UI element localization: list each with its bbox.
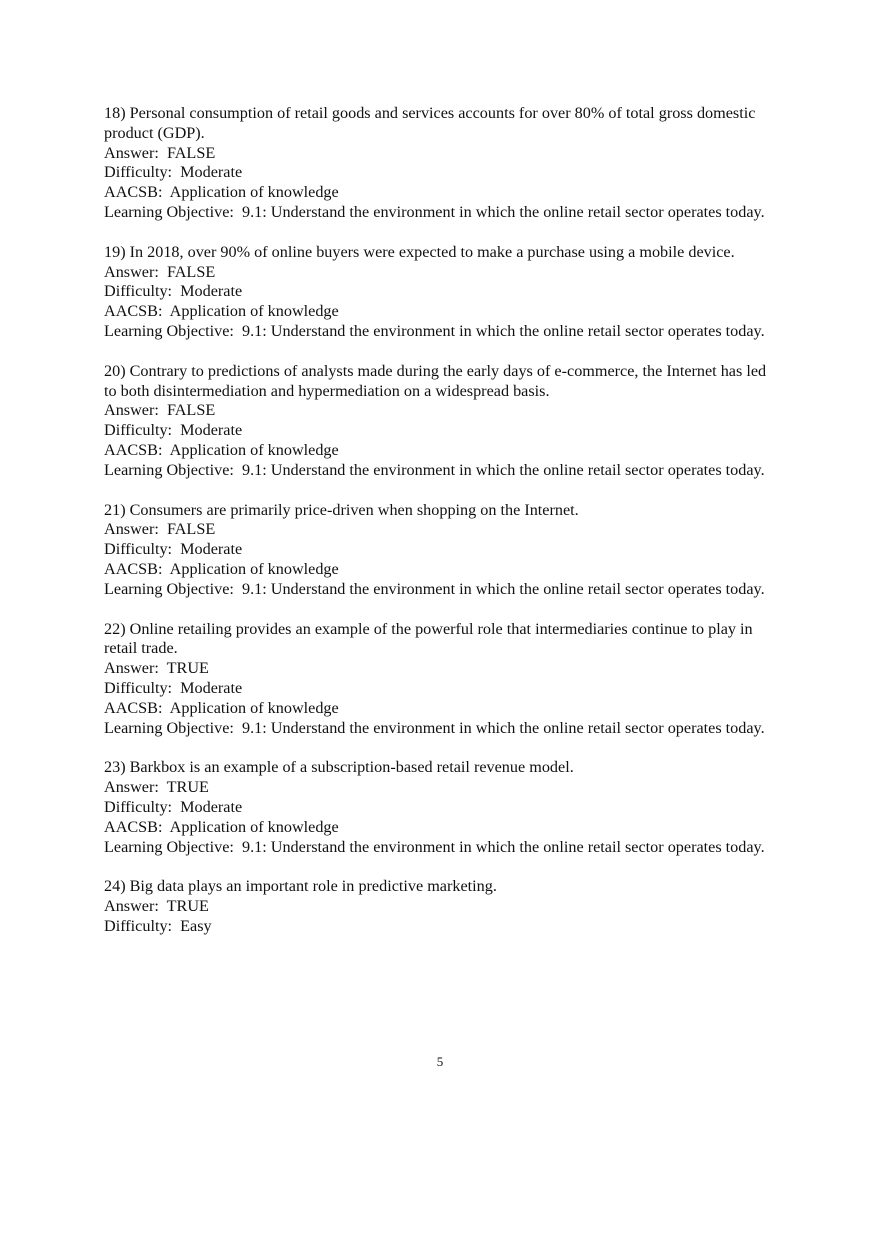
question-stem: 23) Barkbox is an example of a subscription-based retail revenue model. [104, 758, 574, 777]
aacsb-line: AACSB: Application of knowledge [104, 698, 339, 717]
learning-objective-line: Learning Objective: 9.1: Understand the environment in which the online retail sector operates today. [104, 460, 765, 479]
aacsb-line: AACSB: Application of knowledge [104, 559, 339, 578]
question-stem: 18) Personal consumption of retail goods and services accounts for over 80% of total gross domestic product (GDP). [104, 104, 760, 142]
question-stem: 19) In 2018, over 90% of online buyers were expected to make a purchase using a mobile device. [104, 242, 735, 261]
difficulty-line: Difficulty: Moderate [104, 163, 243, 182]
learning-objective-line: Learning Objective: 9.1: Understand the environment in which the online retail sector operates today. [104, 321, 765, 340]
question-23 [104, 758, 780, 857]
difficulty-line: Difficulty: Moderate [104, 282, 243, 301]
difficulty-line: Difficulty: Moderate [104, 678, 243, 697]
question-18 [104, 104, 780, 223]
learning-objective-line: Learning Objective: 9.1: Understand the environment in which the online retail sector operates today. [104, 718, 765, 737]
answer-line: Answer: FALSE [104, 262, 216, 281]
difficulty-line: Difficulty: Moderate [104, 540, 243, 559]
question-stem: 24) Big data plays an important role in predictive marketing. [104, 877, 497, 896]
question-stem: 22) Online retailing provides an example of the powerful role that intermediaries continue to play in retail trade. [104, 619, 757, 658]
difficulty-line: Difficulty: Easy [104, 916, 212, 935]
difficulty-line: Difficulty: Moderate [104, 421, 243, 440]
page-number: 5 [436, 1054, 444, 1069]
learning-objective-line: Learning Objective: 9.1: Understand the environment in which the online retail sector operates today. [104, 579, 765, 598]
answer-line: Answer: TRUE [104, 659, 209, 678]
learning-objective-line: Learning Objective: 9.1: Understand the environment in which the online retail sector operates today. [104, 837, 765, 856]
aacsb-line: AACSB: Application of knowledge [104, 302, 339, 321]
aacsb-line: AACSB: Application of knowledge [104, 440, 339, 459]
question-24 [104, 877, 780, 936]
answer-line: Answer: FALSE [104, 520, 216, 539]
question-stem: 20) Contrary to predictions of analysts made during the early days of e-commerce, the Internet has led to both disintermediation and hypermediation on a widespread basis. [104, 361, 771, 400]
question-19 [104, 243, 780, 342]
answer-line: Answer: TRUE [104, 778, 209, 797]
learning-objective-line: Learning Objective: 9.1: Understand the environment in which the online retail sector operates today. [104, 202, 765, 221]
question-stem: 21) Consumers are primarily price-driven when shopping on the Internet. [104, 500, 579, 519]
aacsb-line: AACSB: Application of knowledge [104, 817, 339, 836]
question-list [104, 104, 780, 957]
aacsb-line: AACSB: Application of knowledge [104, 183, 339, 202]
answer-line: Answer: FALSE [104, 143, 216, 162]
answer-line: Answer: TRUE [104, 897, 209, 916]
question-20 [104, 362, 780, 481]
question-21 [104, 501, 780, 600]
answer-line: Answer: FALSE [104, 401, 216, 420]
difficulty-line: Difficulty: Moderate [104, 797, 243, 816]
question-22 [104, 620, 780, 739]
